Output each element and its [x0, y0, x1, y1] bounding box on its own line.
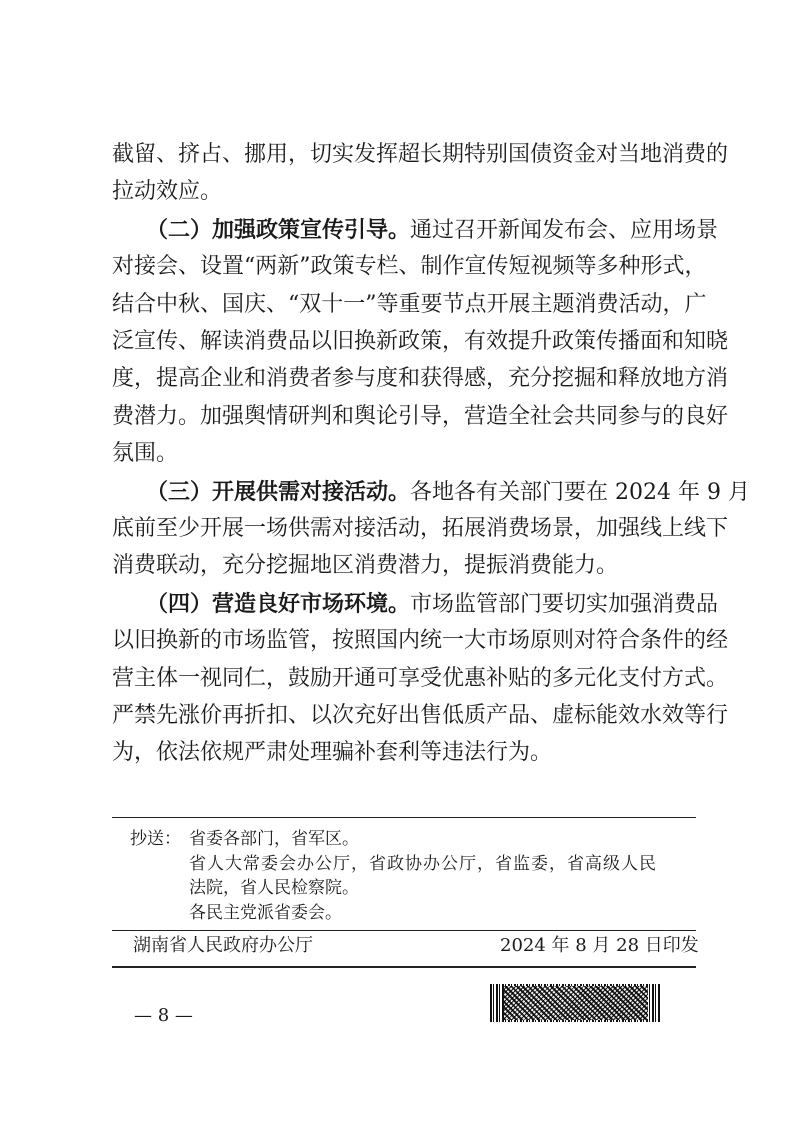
issue-date: 2024 年 8 月 28 日印发: [500, 935, 699, 956]
cc-line: 省人大常委会办公厅，省政协办公厅，省监委，省高级人民: [189, 854, 657, 874]
issuer: 湖南省人民政府办公厅: [133, 935, 313, 956]
body-text: 市场监管部门要切实加强消费品: [410, 592, 719, 617]
section-heading: （二）加强政策宣传引导。: [146, 217, 411, 243]
section-3-heading-line: [146, 479, 750, 505]
cc-line: 省委各部门，省军区。: [189, 829, 359, 849]
divider: [112, 817, 696, 818]
divider: [112, 930, 696, 931]
body-line: 为，依法依规严肃处理骗补套利等违法行为。: [112, 740, 553, 765]
body-text: 各地各有关部门要在 2024 年 9 月: [410, 480, 750, 505]
body-line: 营主体一视同仁，鼓励开通可享受优惠补贴的多元化支付方式。: [112, 666, 729, 691]
body-line: 度，提高企业和消费者参与度和获得感，充分挖掘和释放地方消: [112, 366, 729, 391]
body-line: 严禁先涨价再折扣、以次充好出售低质产品、虚标能效水效等行: [112, 703, 729, 728]
body-line: 结合中秋、国庆、“双十一”等重要节点开展主题消费活动，广: [112, 292, 707, 317]
barcode-icon: [490, 984, 660, 1022]
body-line: 以旧换新的市场监管，按照国内统一大市场原则对符合条件的经: [112, 628, 729, 653]
body-line: 拉动效应。: [112, 179, 223, 204]
cc-line: 法院，省人民检察院。: [189, 878, 359, 898]
body-line: 截留、挤占、挪用，切实发挥超长期特别国债资金对当地消费的: [112, 142, 729, 167]
page-number: — 8 —: [134, 1005, 193, 1026]
cc-label: 抄送：: [130, 829, 181, 849]
body-line: 泛宣传、解读消费品以旧换新政策，有效提升政策传播面和知晓: [112, 329, 729, 354]
body-line: 费潜力。加强舆情研判和舆论引导，营造全社会共同参与的良好: [112, 404, 729, 429]
body-text: 通过召开新闻发布会、应用场景: [410, 218, 719, 243]
body-line: 消费联动，充分挖掘地区消费潜力，提振消费能力。: [112, 553, 619, 578]
section-heading: （四）营造良好市场环境。: [146, 591, 411, 617]
cc-line: 各民主党派省委会。: [189, 903, 342, 923]
section-4-heading-line: [146, 591, 719, 617]
section-heading: （三）开展供需对接活动。: [146, 479, 411, 505]
body-line: 底前至少开展一场供需对接活动，拓展消费场景，加强线上线下: [112, 516, 729, 541]
section-2-heading-line: [146, 217, 719, 243]
body-line: 氛围。: [112, 441, 179, 466]
divider-thick: [112, 966, 696, 968]
body-line: 对接会、设置“两新”政策专栏、制作宣传短视频等多种形式，: [112, 254, 707, 279]
